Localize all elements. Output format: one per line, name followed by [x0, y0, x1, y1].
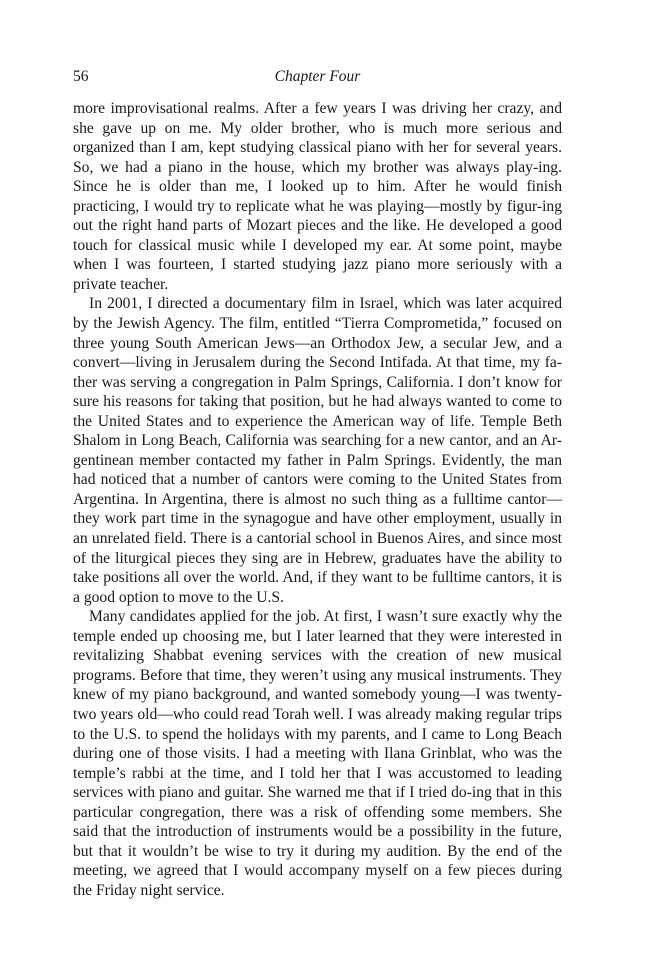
body-text [73, 99, 562, 900]
paragraph-documentary-film: In 2001, I directed a documentary film in Israel, which was later acquired by the Jewish Agency. The film, entitled “Tierra Comprometida,” focused on three young South American Jews—an Orthodox Jew, a secular Jew, and a convert—living in Jerusalem during the Second Intifada. At that time, my fa-ther was serving a congregation in Palm Springs, California. I don’t know for sure his reasons for taking that position, but he had always wanted to come to the United States and to experience the American way of life. Temple Beth Shalom in Long Beach, California was searching for a new cantor, and an Ar-gentinean member contacted my father in Palm Springs. Evidently, the man had noticed that a number of cantors were coming to the United States from Argentina. In Argentina, there is almost no such thing as a fulltime cantor—they work part time in the synagogue and have other employment, usually in an unrelated field. There is a cantorial school in Buenos Aires, and since most of the liturgical pieces they sing are in Hebrew, graduates have the ability to take positions all over the world. And, if they want to be fulltime cantors, it is a good option to move to the U.S. [73, 295, 562, 606]
page-number: 56 [73, 68, 89, 85]
chapter-title: Chapter Four [274, 68, 361, 85]
paragraph-continued: more improvisational realms. After a few years I was driving her crazy, and she gave up on me. My older brother, who is much more serious and organized than I am, kept studying classical piano with her for several years. So, we had a piano in the house, which my brother was always play-ing. Since he is older than me, I looked up to him. After he would finish practicing, I would try to replicate what he was playing—mostly by figur-ing out the right hand parts of Mozart pieces and the like. He developed a good touch for classical music while I developed my ear. At some point, maybe when I was fourteen, I started studying jazz piano more seriously with a private teacher. [73, 100, 562, 293]
running-head [73, 68, 562, 88]
paragraph-job-candidates: Many candidates applied for the job. At first, I wasn’t sure exactly why the temple ended up choosing me, but I later learned that they were interested in revitalizing Shabbat evening services with the creation of new musical programs. Before that time, they weren’t using any musical instruments. They knew of my piano background, and wanted somebody young—I was twenty-two years old—who could read Torah well. I was already making regular trips to the U.S. to spend the holidays with my parents, and I came to Long Beach during one of those visits. I had a meeting with Ilana Grinblat, who was the temple’s rabbi at the time, and I told her that I was accustomed to leading services with piano and guitar. She warned me that if I tried do-ing that in this particular congregation, there was a risk of offending some members. She said that the introduction of instruments would be a possibility in the future, but that it wouldn’t be wise to try it during my audition. By the end of the meeting, we agreed that I would accompany myself on a few pieces during the Friday night service. [73, 608, 562, 899]
